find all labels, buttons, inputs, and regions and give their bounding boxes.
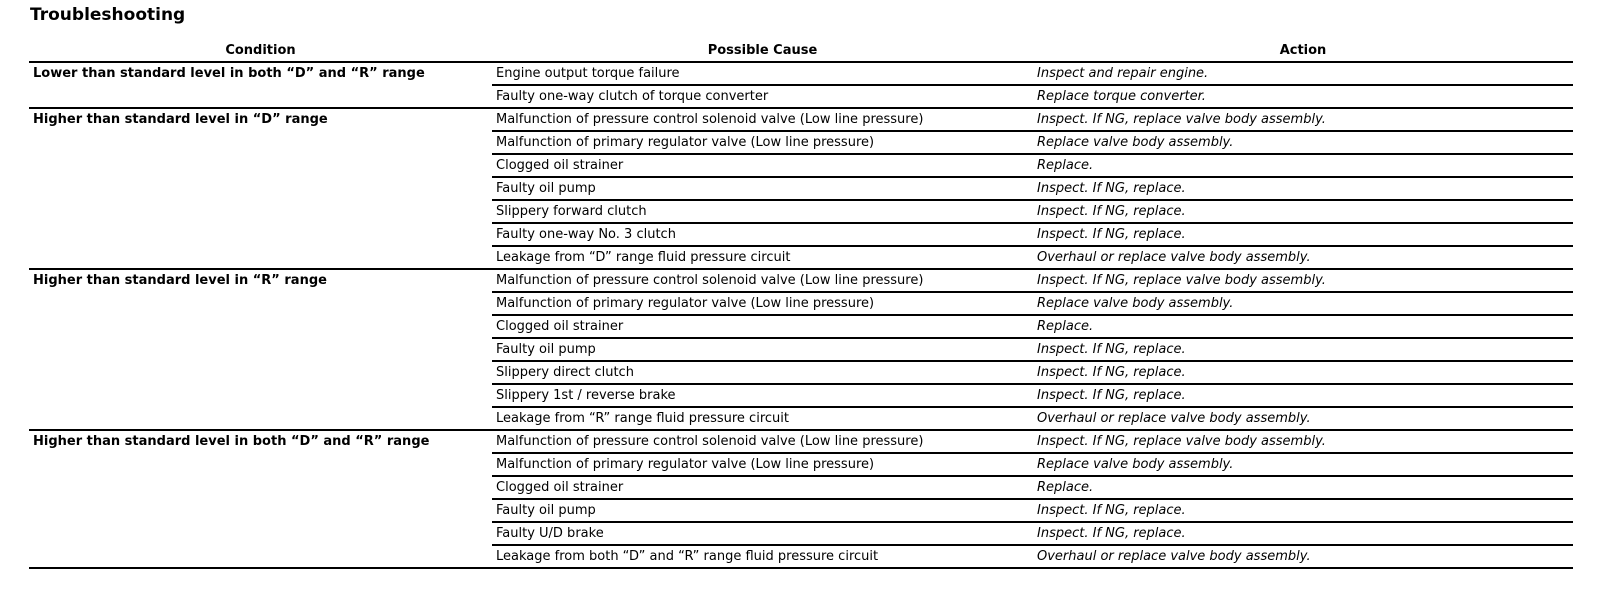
possible-cause-cell: Malfunction of primary regulator valve (Low line pressure): [492, 292, 1033, 315]
action-cell: Inspect. If NG, replace.: [1033, 361, 1573, 384]
action-cell: Inspect. If NG, replace.: [1033, 338, 1573, 361]
action-cell: Replace.: [1033, 476, 1573, 499]
table-row: [29, 269, 1573, 292]
action-cell: Replace torque converter.: [1033, 85, 1573, 108]
possible-cause-cell: Malfunction of primary regulator valve (Low line pressure): [492, 131, 1033, 154]
header-condition: Condition: [29, 39, 492, 62]
possible-cause-cell: Malfunction of primary regulator valve (Low line pressure): [492, 453, 1033, 476]
table-row: [29, 108, 1573, 131]
table-header-row: [29, 39, 1573, 62]
action-cell: Replace.: [1033, 154, 1573, 177]
possible-cause-cell: Leakage from both “D” and “R” range fluid pressure circuit: [492, 545, 1033, 568]
action-cell: Inspect. If NG, replace.: [1033, 177, 1573, 200]
troubleshooting-table: [29, 39, 1573, 569]
possible-cause-cell: Leakage from “D” range fluid pressure circuit: [492, 246, 1033, 269]
possible-cause-cell: Malfunction of pressure control solenoid valve (Low line pressure): [492, 430, 1033, 453]
possible-cause-cell: Clogged oil strainer: [492, 476, 1033, 499]
possible-cause-cell: Slippery forward clutch: [492, 200, 1033, 223]
action-cell: Inspect. If NG, replace.: [1033, 522, 1573, 545]
action-cell: Inspect and repair engine.: [1033, 62, 1573, 85]
possible-cause-cell: Clogged oil strainer: [492, 154, 1033, 177]
possible-cause-cell: Slippery direct clutch: [492, 361, 1033, 384]
action-cell: Inspect. If NG, replace.: [1033, 200, 1573, 223]
action-cell: Overhaul or replace valve body assembly.: [1033, 407, 1573, 430]
possible-cause-cell: Slippery 1st / reverse brake: [492, 384, 1033, 407]
possible-cause-cell: Faulty oil pump: [492, 499, 1033, 522]
possible-cause-cell: Malfunction of pressure control solenoid valve (Low line pressure): [492, 108, 1033, 131]
action-cell: Overhaul or replace valve body assembly.: [1033, 246, 1573, 269]
action-cell: Replace valve body assembly.: [1033, 453, 1573, 476]
possible-cause-cell: Leakage from “R” range fluid pressure circuit: [492, 407, 1033, 430]
possible-cause-cell: Faulty one-way clutch of torque converter: [492, 85, 1033, 108]
condition-cell: Lower than standard level in both “D” and “R” range: [29, 62, 492, 108]
action-cell: Replace.: [1033, 315, 1573, 338]
action-cell: Inspect. If NG, replace.: [1033, 223, 1573, 246]
possible-cause-cell: Faulty one-way No. 3 clutch: [492, 223, 1033, 246]
header-action: Action: [1033, 39, 1573, 62]
page-title: Troubleshooting: [30, 5, 186, 25]
action-cell: Inspect. If NG, replace valve body assembly.: [1033, 269, 1573, 292]
possible-cause-cell: Faulty oil pump: [492, 177, 1033, 200]
possible-cause-cell: Malfunction of pressure control solenoid valve (Low line pressure): [492, 269, 1033, 292]
possible-cause-cell: Clogged oil strainer: [492, 315, 1033, 338]
table-body: [29, 62, 1573, 568]
condition-cell: Higher than standard level in “D” range: [29, 108, 492, 269]
action-cell: Inspect. If NG, replace.: [1033, 499, 1573, 522]
condition-cell: Higher than standard level in “R” range: [29, 269, 492, 430]
action-cell: Inspect. If NG, replace.: [1033, 384, 1573, 407]
condition-cell: Higher than standard level in both “D” and “R” range: [29, 430, 492, 568]
action-cell: Inspect. If NG, replace valve body assembly.: [1033, 108, 1573, 131]
table-row: [29, 62, 1573, 85]
action-cell: Replace valve body assembly.: [1033, 131, 1573, 154]
action-cell: Inspect. If NG, replace valve body assembly.: [1033, 430, 1573, 453]
action-cell: Overhaul or replace valve body assembly.: [1033, 545, 1573, 568]
header-possible-cause: Possible Cause: [492, 39, 1033, 62]
possible-cause-cell: Faulty oil pump: [492, 338, 1033, 361]
possible-cause-cell: Engine output torque failure: [492, 62, 1033, 85]
action-cell: Replace valve body assembly.: [1033, 292, 1573, 315]
possible-cause-cell: Faulty U/D brake: [492, 522, 1033, 545]
table-row: [29, 430, 1573, 453]
